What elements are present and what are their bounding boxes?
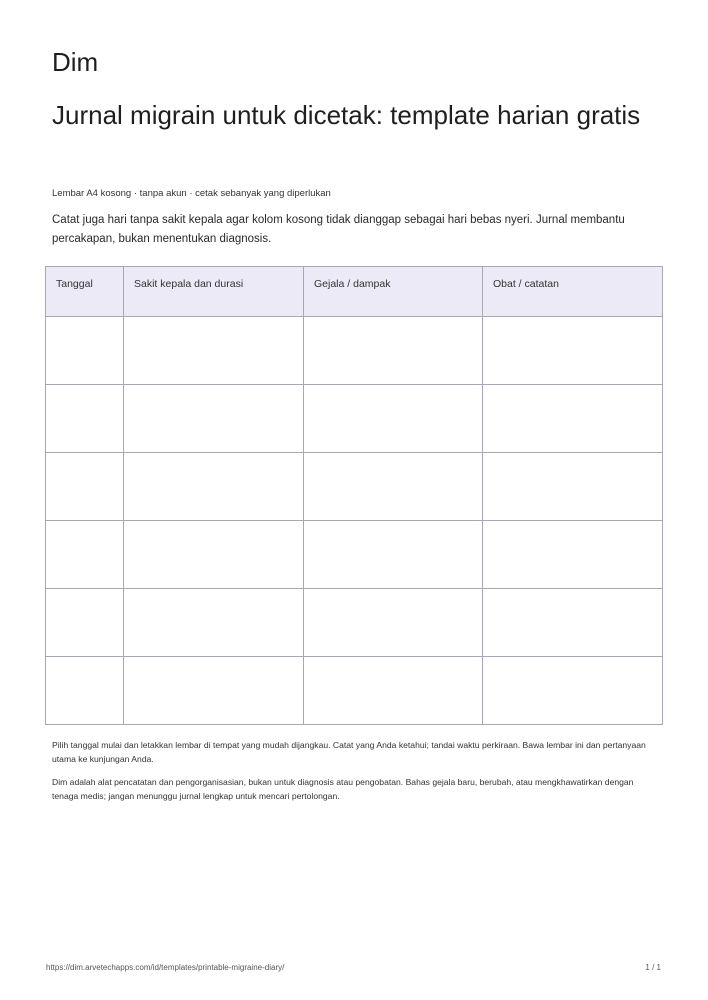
table-cell xyxy=(46,589,124,657)
table-cell xyxy=(124,589,304,657)
page-title: Jurnal migrain untuk dicetak: template harian gratis xyxy=(52,100,641,130)
table-cell xyxy=(483,385,663,453)
table-cell xyxy=(304,453,483,521)
table-cell xyxy=(46,317,124,385)
column-header-date: Tanggal xyxy=(46,267,124,317)
table-cell xyxy=(483,317,663,385)
page-number: 1 / 1 xyxy=(645,963,661,972)
table-cell xyxy=(304,385,483,453)
table-cell xyxy=(483,453,663,521)
table-cell xyxy=(124,317,304,385)
table-cell xyxy=(46,657,124,725)
intro-text: Catat juga hari tanpa sakit kepala agar kolom kosong tidak dianggap sebagai hari bebas nyeri. Jurnal membantu percakapan, bukan menentukan diagnosis. xyxy=(52,214,625,245)
sheet-meta: Lembar A4 kosong · tanpa akun · cetak sebanyak yang diperlukan xyxy=(52,188,331,199)
diary-table xyxy=(45,266,663,725)
table-cell xyxy=(304,657,483,725)
table-row xyxy=(46,453,663,521)
disclaimer-note: Dim adalah alat pencatatan dan pengorganisasian, bukan untuk diagnosis atau pengobatan. Bahas gejala baru, berubah, atau mengkhawatirkan dengan tenaga medis; jangan menunggu jurnal lengkap untuk mencari pertolongan. xyxy=(52,777,634,801)
table-row xyxy=(46,521,663,589)
table-row xyxy=(46,657,663,725)
column-header-symptoms-impact: Gejala / dampak xyxy=(304,267,483,317)
table-cell xyxy=(483,589,663,657)
table-cell xyxy=(124,521,304,589)
table-cell xyxy=(483,657,663,725)
usage-note: Pilih tanggal mulai dan letakkan lembar di tempat yang mudah dijangkau. Catat yang Anda ketahui; tandai waktu perkiraan. Bawa lembar ini dan pertanyaan utama ke kunjungan Anda. xyxy=(52,740,646,764)
table-header-row xyxy=(46,267,663,317)
table-cell xyxy=(483,521,663,589)
table-row xyxy=(46,589,663,657)
table-cell xyxy=(46,385,124,453)
table-row xyxy=(46,385,663,453)
table-row xyxy=(46,317,663,385)
table-cell xyxy=(304,317,483,385)
table-cell xyxy=(124,453,304,521)
column-header-headache-duration: Sakit kepala dan durasi xyxy=(124,267,304,317)
table-cell xyxy=(304,521,483,589)
column-header-medication-notes: Obat / catatan xyxy=(483,267,663,317)
table-cell xyxy=(46,521,124,589)
table-cell xyxy=(304,589,483,657)
footer-url: https://dim.arvetechapps.com/id/templates/printable-migraine-diary/ xyxy=(46,963,285,972)
table-cell xyxy=(124,385,304,453)
table-cell xyxy=(124,657,304,725)
brand-name: Dim xyxy=(52,47,99,77)
table-cell xyxy=(46,453,124,521)
